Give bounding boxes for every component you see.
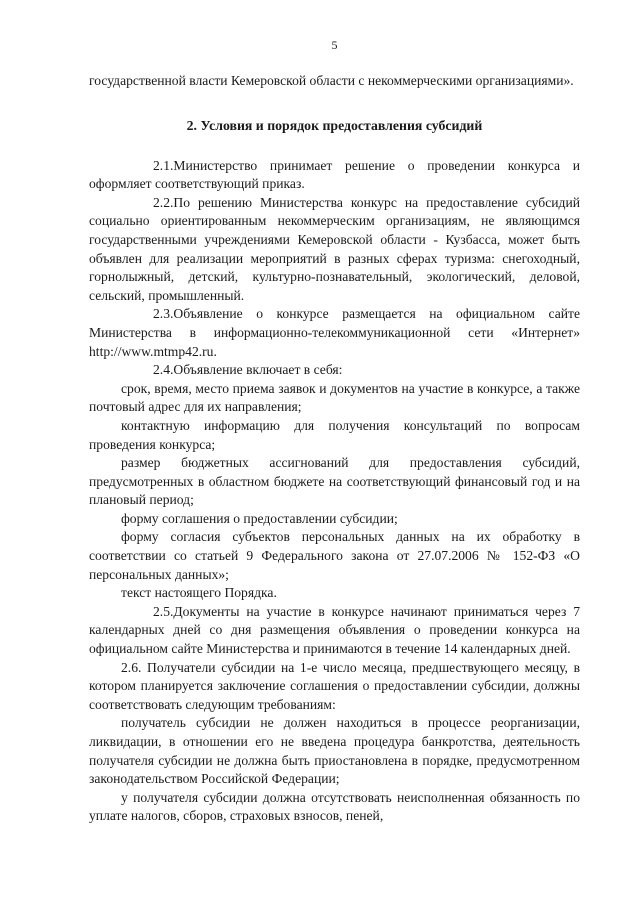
- paragraph: [89, 454, 580, 510]
- paragraph: [89, 789, 580, 826]
- paragraph: [89, 361, 580, 380]
- paragraph-text: срок, время, место приема заявок и документов на участие в конкурсе, а также почтовый адрес для их направления;: [89, 380, 580, 415]
- paragraph-text: форму соглашения о предоставлении субсидии;: [121, 510, 398, 526]
- document-body: [89, 72, 580, 826]
- paragraph-text: получатель субсидии не должен находиться в процессе реорганизации, ликвидации, в отношении его не введена процедура банкротства, деятельность получателя субсидии не должна быть приостановлена в порядке, предусмотренном законодательством Российской Федерации;: [89, 715, 580, 787]
- paragraph-list: [89, 157, 580, 826]
- paragraph: [89, 157, 580, 194]
- paragraph-number: 2.5.: [153, 603, 174, 619]
- paragraph-text: По решению Министерства конкурс на предоставление субсидий социально ориентированным некоммерческим организациям, не являющимся государственными учреждениями Кемеровской области - Кузбасса, может быть объявлен для реализации мероприятий в разных сферах туризма: снегоходный, горнолыжный, детский, культурно-познавательный, экологический, деловой, сельский, промышленный.: [89, 194, 580, 303]
- paragraph-number: 2.3.: [153, 306, 174, 322]
- paragraph-text: Документы на участие в конкурсе начинают приниматься через 7 календарных дней со дня размещения объявления о проведении конкурса на официальном сайте Министерства и принимаются в течение 14 календарных дней.: [89, 603, 580, 657]
- paragraph-text: Объявление включает в себя:: [173, 362, 343, 378]
- paragraph-number: 2.2.: [153, 194, 174, 210]
- paragraph-text: текст настоящего Порядка.: [121, 585, 277, 601]
- paragraph-number: 2.4.: [153, 362, 174, 378]
- paragraph: [89, 305, 580, 361]
- intro-paragraph: государственной власти Кемеровской области с некоммерческими организациями».: [89, 73, 574, 88]
- paragraph-text: Министерство принимает решение о проведении конкурса и оформляет соответствующий приказ.: [89, 157, 580, 192]
- paragraph-text: у получателя субсидии должна отсутствовать неисполненная обязанность по уплате налогов, сборов, страховых взносов, пеней,: [89, 789, 580, 824]
- section-title: 2. Условия и порядок предоставления субсидий: [186, 117, 483, 133]
- paragraph: [89, 380, 580, 417]
- paragraph: [89, 194, 580, 306]
- paragraph-text: 2.6. Получатели субсидии на 1-е число месяца, предшествующего месяцу, в котором планируется заключение соглашения о предоставлении субсидии, должны соответствовать следующим требованиям:: [89, 659, 580, 712]
- paragraph: [89, 417, 580, 454]
- paragraph-text: Объявление о конкурсе размещается на официальном сайте Министерства в информационно-телекоммуникационной сети «Интернет» http://www.mtmp42.ru.: [89, 306, 580, 359]
- page-number: 5: [331, 38, 338, 52]
- paragraph-text: размер бюджетных ассигнований для предоставления субсидий, предусмотренных в областном бюджете на соответствующий финансовый год и на плановый период;: [89, 455, 580, 508]
- paragraph: [89, 510, 580, 529]
- paragraph-text: контактную информацию для получения консультаций по вопросам проведения конкурса;: [89, 417, 580, 452]
- paragraph: [89, 584, 580, 603]
- paragraph-text: форму согласия субъектов персональных данных на их обработку в соответствии со статьей 9 Федерального закона от 27.07.2006 № 152-ФЗ «О персональных данных»;: [89, 529, 580, 582]
- paragraph: [89, 659, 580, 715]
- paragraph: [89, 714, 580, 788]
- paragraph: [89, 528, 580, 584]
- paragraph: [89, 603, 580, 659]
- paragraph-number: 2.1.: [153, 157, 174, 173]
